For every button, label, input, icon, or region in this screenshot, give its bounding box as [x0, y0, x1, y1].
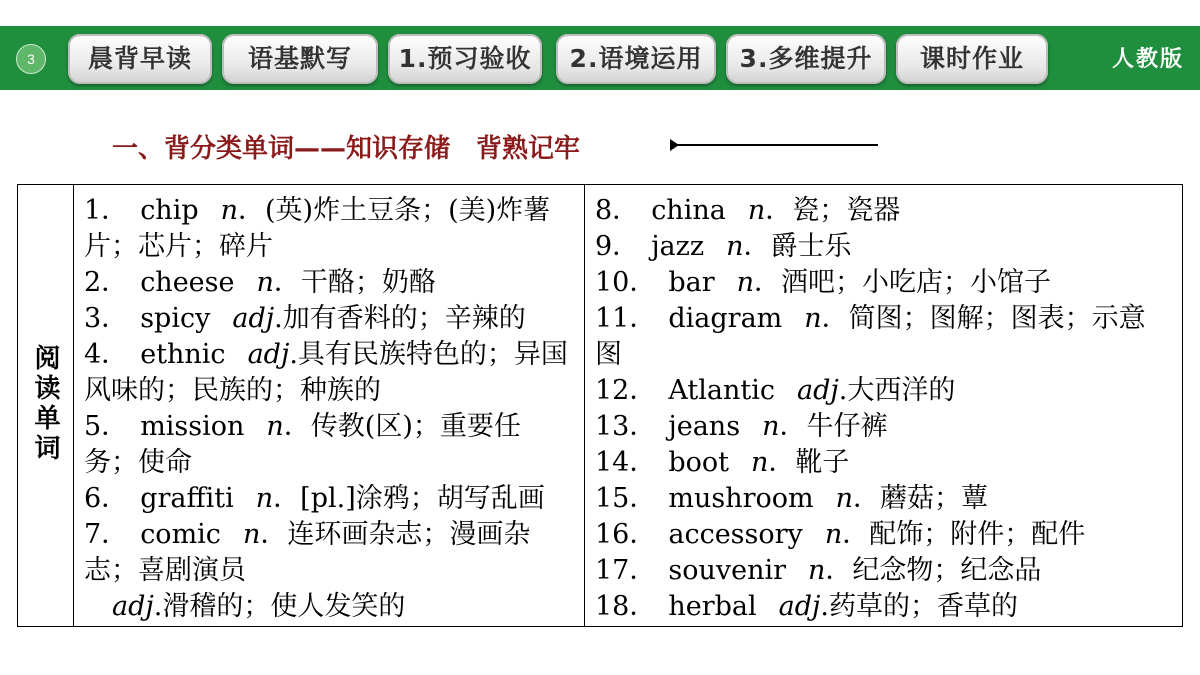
vocab-entry: [84, 409, 574, 481]
entry-part-of-speech: adj: [778, 591, 821, 622]
page-number-badge: 3: [16, 44, 46, 74]
entry-number: 17．: [595, 555, 657, 586]
entry-part-of-speech: n: [747, 195, 766, 226]
entry-number: 12．: [595, 375, 657, 406]
entry-part-of-speech: n: [762, 411, 780, 442]
entry-meaning: ．[pl.]涂鸦；胡写乱画: [273, 483, 545, 514]
entry-word: boot: [668, 447, 730, 478]
entry-number: 1．: [84, 195, 129, 226]
entry-part-of-speech: n: [808, 555, 826, 586]
entry-meaning: ．瓷；瓷器: [765, 195, 901, 226]
tab-preview-check[interactable]: 1.预习验收: [388, 34, 542, 84]
entry-word: chip: [140, 195, 199, 226]
vocab-entry: [595, 553, 1172, 589]
section-title: 一、背分类单词——知识存储 背熟记牢: [112, 134, 581, 164]
left-column: [74, 185, 585, 627]
entry-meaning: ．配饰；附件；配件: [842, 519, 1086, 550]
entry-word: Atlantic: [668, 375, 775, 406]
entry-word: graffiti: [140, 483, 234, 514]
entry-meaning: .大西洋的: [838, 375, 956, 406]
vocab-entry: [84, 265, 574, 301]
right-column: [585, 185, 1183, 627]
entry-word: ethnic: [140, 339, 226, 370]
entry-word: jeans: [668, 411, 741, 442]
vocab-entry: [84, 193, 574, 265]
vocab-entry: [595, 589, 1172, 625]
entry-meaning: ．爵士乐: [743, 231, 852, 262]
category-cell: [18, 185, 74, 627]
right-entry-list: [585, 185, 1182, 625]
entry-part-of-speech: adj: [232, 303, 275, 334]
entry-word: diagram: [668, 303, 783, 334]
vocab-entry: [84, 481, 574, 517]
entry-number: 2．: [84, 267, 129, 298]
arrow-line-icon: [672, 144, 878, 146]
entry-number: 11．: [595, 303, 657, 334]
tab-dictation[interactable]: 语基默写: [222, 34, 378, 84]
publisher-label: 人教版: [1111, 46, 1184, 72]
vocab-entry: [595, 301, 1172, 373]
entry-part-of-speech: adj: [796, 375, 839, 406]
entry-word: comic: [140, 519, 221, 550]
vocab-entry: [595, 193, 1172, 229]
entry-meaning: ．干酪；奶酪: [273, 267, 436, 298]
entry-number: 4．: [84, 339, 129, 370]
entry-word: spicy: [140, 303, 211, 334]
entry-word: bar: [668, 267, 715, 298]
vocab-entry: [84, 337, 574, 409]
entry-meaning: ．传教(区)；重要任务；使命: [84, 411, 521, 478]
entry-meaning: ．连环画杂志；漫画杂志；喜剧演员: [84, 519, 531, 586]
entry-word: china: [651, 195, 726, 226]
entry-meaning: ．(英)炸土豆条；(美)炸薯片；芯片；碎片: [84, 195, 551, 262]
entry-word: mushroom: [668, 483, 814, 514]
tab-multi-improve[interactable]: 3.多维提升: [726, 34, 886, 84]
entry-word: jazz: [651, 231, 705, 262]
entry-number: 16．: [595, 519, 657, 550]
vocab-entry: [84, 301, 574, 337]
category-label: 阅读单词: [30, 343, 60, 464]
entry-number: 6．: [84, 483, 129, 514]
entry-part-of-speech: n: [804, 303, 822, 334]
vocab-entry: [595, 445, 1172, 481]
entry-meaning: .药草的；香草的: [820, 591, 1019, 622]
entry-part-of-speech: n: [726, 231, 744, 262]
entry-meaning: .滑稽的；使人发笑的: [153, 591, 406, 622]
entry-word: accessory: [668, 519, 803, 550]
entry-number: 14．: [595, 447, 657, 478]
entry-word: herbal: [668, 591, 757, 622]
left-entry-list: [74, 185, 584, 625]
vocab-entry: [595, 517, 1172, 553]
entry-number: 8．: [595, 195, 640, 226]
entry-meaning: ．简图；图解；图表；示意图: [595, 303, 1146, 370]
entry-number: 15．: [595, 483, 657, 514]
entry-word: mission: [140, 411, 245, 442]
entry-part-of-speech: n: [751, 447, 769, 478]
vocab-entry-extra: [84, 589, 574, 625]
vocab-entry: [84, 517, 574, 589]
entry-meaning: ．靴子: [768, 447, 850, 478]
entry-number: 10．: [595, 267, 657, 298]
entry-number: 9．: [595, 231, 640, 262]
entry-meaning: ．酒吧；小吃店；小馆子: [754, 267, 1052, 298]
entry-part-of-speech: n: [736, 267, 755, 298]
entry-meaning: .具有民族特色的；异国风味的；民族的；种族的: [84, 339, 568, 406]
entry-part-of-speech: adj: [112, 591, 154, 622]
entry-number: 7．: [84, 519, 129, 550]
entry-number: 3．: [84, 303, 129, 334]
entry-part-of-speech: n: [255, 483, 274, 514]
tab-homework[interactable]: 课时作业: [896, 34, 1048, 84]
entry-part-of-speech: n: [266, 411, 284, 442]
entry-part-of-speech: n: [256, 267, 274, 298]
entry-meaning: ．蘑菇；蕈: [853, 483, 989, 514]
entry-number: 5．: [84, 411, 129, 442]
entry-meaning: ．纪念物；纪念品: [825, 555, 1042, 586]
vocab-entry: [595, 229, 1172, 265]
entry-number: 13．: [595, 411, 657, 442]
vocabulary-table: [17, 184, 1183, 627]
vocab-entry: [595, 265, 1172, 301]
entry-part-of-speech: n: [835, 483, 854, 514]
vocab-entry: [595, 373, 1172, 409]
vocab-entry: [595, 481, 1172, 517]
tab-context-use[interactable]: 2.语境运用: [556, 34, 716, 84]
entry-part-of-speech: adj: [247, 339, 290, 370]
entry-word: souvenir: [668, 555, 787, 586]
entry-meaning: .加有香料的；辛辣的: [274, 303, 526, 334]
entry-part-of-speech: n: [242, 519, 261, 550]
entry-part-of-speech: n: [220, 195, 239, 226]
vocab-entry: [595, 409, 1172, 445]
entry-part-of-speech: n: [824, 519, 843, 550]
entry-word: cheese: [140, 267, 235, 298]
tab-morning-reading[interactable]: 晨背早读: [68, 34, 212, 84]
entry-meaning: ．牛仔裤: [779, 411, 888, 442]
entry-number: 18．: [595, 591, 657, 622]
